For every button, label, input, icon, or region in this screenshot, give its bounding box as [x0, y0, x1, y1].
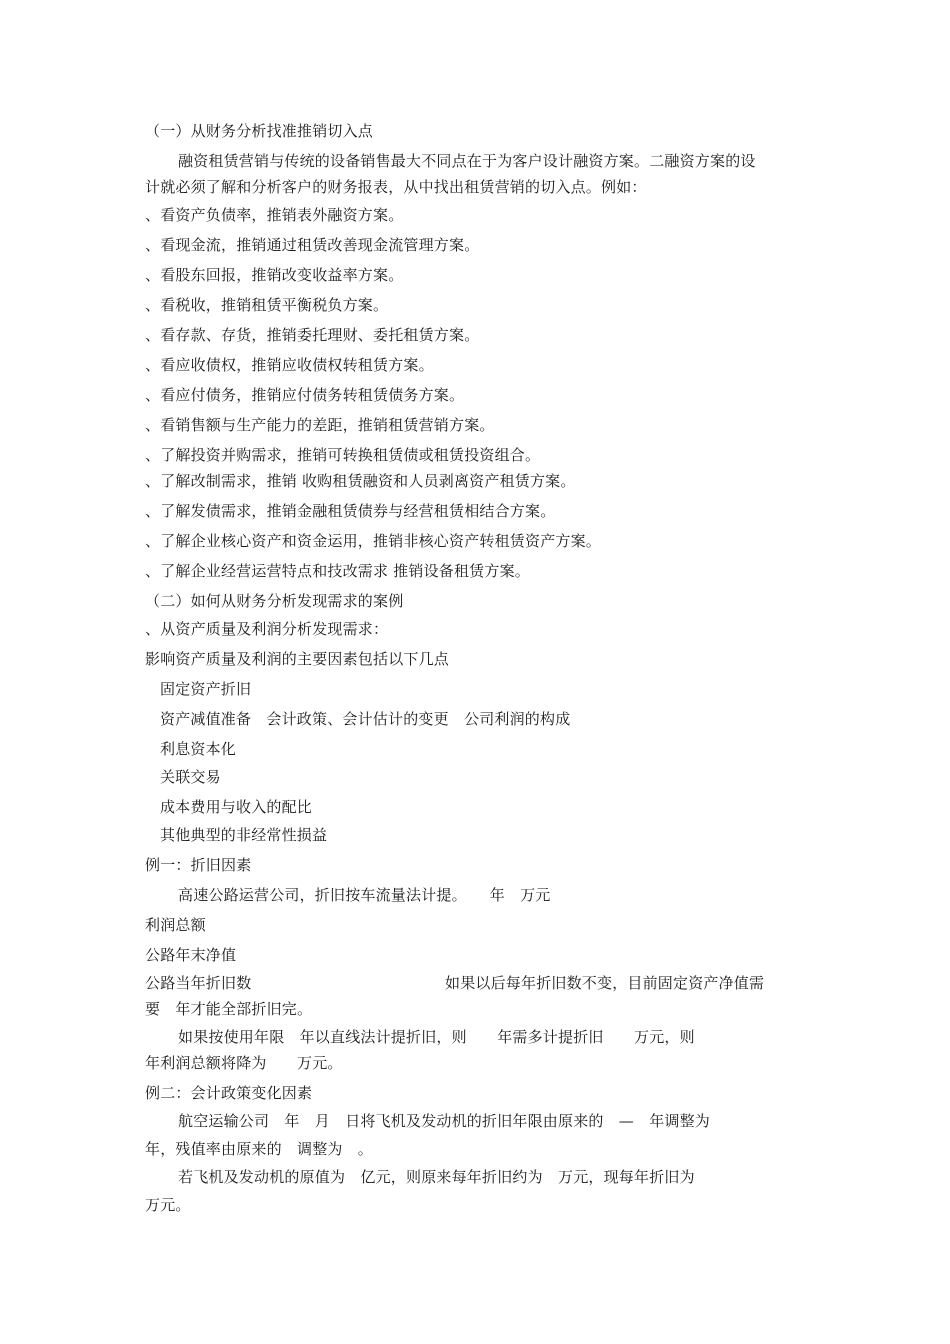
list-item: 、了解投资并购需求，推销可转换租赁债或租赁投资组合。	[145, 446, 541, 464]
list-item: 、看现金流，推销通过租赁改善现金流管理方案。	[145, 236, 480, 254]
list-item: 、看应收债权，推销应收债权转租赁方案。	[145, 356, 434, 374]
example-2-para-2-line-2: 万元。	[145, 1196, 191, 1214]
section-2-heading: （二）如何从财务分析发现需求的案例	[145, 592, 404, 610]
factor-item: 成本费用与收入的配比	[160, 798, 313, 816]
section-2-subheading: 、从资产质量及利润分析发现需求：	[145, 620, 389, 638]
list-item: 、看存款、存货，推销委托理财、委托租赁方案。	[145, 326, 480, 344]
list-item: 、看资产负债率，推销表外融资方案。	[145, 206, 404, 224]
list-item: 、看销售额与生产能力的差距，推销租赁营销方案。	[145, 416, 495, 434]
factor-item: 关联交易	[160, 768, 221, 786]
list-item: 、了解改制需求，推销 收购租赁融资和人员剥离资产租赁方案。	[145, 472, 576, 490]
list-item: 、了解发债需求，推销金融租赁债券与经营租赁相结合方案。	[145, 502, 556, 520]
example-1-para-line-1: 如果按使用年限 年以直线法计提折旧，则 年需多计提折旧 万元，则	[178, 1028, 695, 1046]
example-1-para-line-2: 年利润总额将降为 万元。	[145, 1054, 343, 1072]
intro-line-1: 融资租赁营销与传统的设备销售最大不同点在于为客户设计融资方案。二融资方案的设	[178, 152, 756, 170]
factors-intro: 影响资产质量及利润的主要因素包括以下几点	[145, 650, 450, 668]
example-2-title: 例二：会计政策变化因素	[145, 1084, 313, 1102]
section-1-heading: （一）从财务分析找准推销切入点	[145, 122, 374, 140]
example-2-para-1-line-1: 航空运输公司 年 月 日将飞机及发动机的折旧年限由原来的 — 年调整为	[178, 1112, 711, 1130]
road-depreciation-note: 如果以后每年折旧数不变，目前固定资产净值需	[445, 974, 765, 992]
factor-item: 资产减值准备 会计政策、会计估计的变更 公司利润的构成	[160, 710, 571, 728]
example-1-title: 例一：折旧因素	[145, 856, 252, 874]
factor-item: 利息资本化	[160, 740, 237, 758]
list-item: 、看税收，推销租赁平衡税负方案。	[145, 296, 389, 314]
road-depreciation-row-label: 公路当年折旧数	[145, 974, 252, 992]
list-item: 、看应付债务，推销应付债务转租赁债务方案。	[145, 386, 465, 404]
list-item: 、了解企业核心资产和资金运用，推销非核心资产转租赁资产方案。	[145, 532, 602, 550]
factor-item: 其他典型的非经常性损益	[160, 826, 328, 844]
list-item: 、了解企业经营运营特点和技改需求 推销设备租赁方案。	[145, 562, 530, 580]
example-2-para-2-line-1: 若飞机及发动机的原值为 亿元，则原来每年折旧约为 万元，现每年折旧为	[178, 1168, 695, 1186]
list-item: 、看股东回报，推销改变收益率方案。	[145, 266, 404, 284]
road-depreciation-note-cont: 要 年才能全部折旧完。	[145, 1000, 313, 1018]
road-net-value-row: 公路年末净值	[145, 946, 237, 964]
example-1-line: 高速公路运营公司，折旧按车流量法计提。 年 万元	[178, 886, 551, 904]
profit-total-row: 利润总额	[145, 916, 206, 934]
intro-line-2: 计就必须了解和分析客户的财务报表，从中找出租赁营销的切入点。例如：	[145, 178, 647, 196]
factor-item: 固定资产折旧	[160, 680, 252, 698]
example-2-para-1-line-2: 年，残值率由原来的 调整为 。	[145, 1140, 374, 1158]
